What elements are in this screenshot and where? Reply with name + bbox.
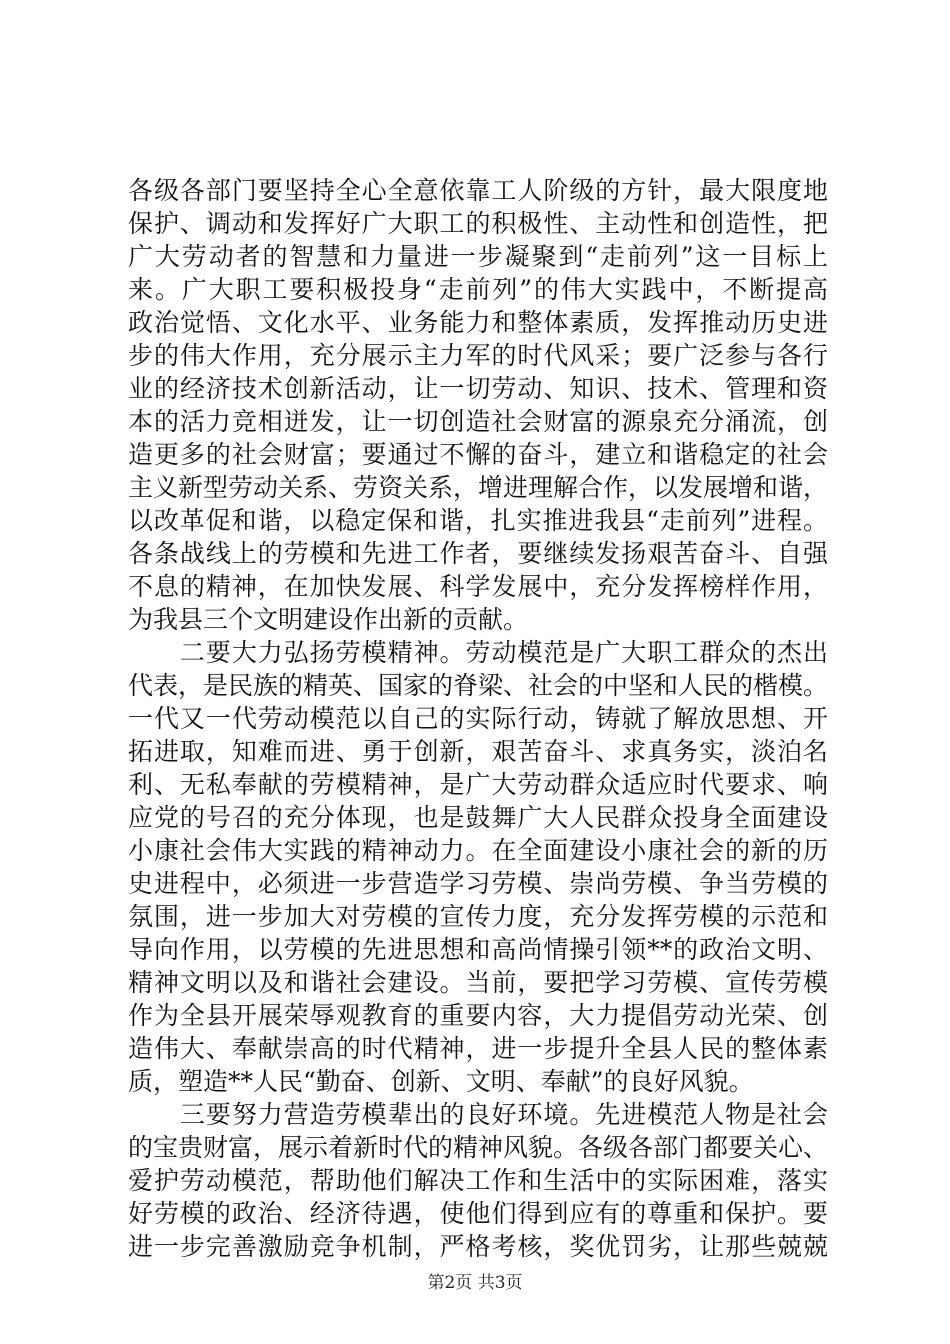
- text-line: 为我县三个文明建设作出新的贡献。: [128, 605, 529, 634]
- text-line: 质，塑造**人民“勤奋、创新、文明、奉献”的良好风貌。: [128, 1067, 754, 1096]
- page-number-label: 第2页 共3页: [427, 1273, 523, 1293]
- text-line: 保护、调动和发挥好广大职工的积极性、主动性和创造性，把: [128, 209, 828, 238]
- text-line: 拓进取，知难而进、勇于创新，艰苦奋斗、求真务实，淡泊名: [128, 737, 828, 766]
- page-footer: [0, 1268, 950, 1293]
- text-line: 精神文明以及和谐社会建设。当前，要把学习劳模、宣传劳模: [128, 968, 828, 997]
- text-line: 作为全县开展荣辱观教育的重要内容，大力提倡劳动光荣、创: [128, 1001, 828, 1030]
- text-line: 二要大力弘扬劳模精神。劳动模范是广大职工群众的杰出: [128, 638, 828, 667]
- text-line: 好劳模的政治、经济待遇，使他们得到应有的尊重和保护。要: [128, 1199, 828, 1228]
- text-line: 三要努力营造劳模辈出的良好环境。先进模范人物是社会: [128, 1100, 828, 1129]
- text-line: 不息的精神，在加快发展、科学发展中，充分发挥榜样作用，: [128, 572, 828, 601]
- text-line: 进一步完善激励竞争机制，严格考核，奖优罚劣，让那些兢兢: [128, 1232, 828, 1261]
- text-line: 来。广大职工要积极投身“走前列”的伟大实践中，不断提高: [128, 275, 828, 304]
- text-line: 本的活力竞相迸发，让一切创造社会财富的源泉充分涌流，创: [128, 407, 828, 436]
- text-line: 业的经济技术创新活动，让一切劳动、知识、技术、管理和资: [128, 374, 828, 403]
- text-line: 利、无私奉献的劳模精神，是广大劳动群众适应时代要求、响: [128, 770, 828, 799]
- text-line: 代表，是民族的精英、国家的脊梁、社会的中坚和人民的楷模。: [128, 671, 829, 700]
- text-line: 史进程中，必须进一步营造学习劳模、崇尚劳模、争当劳模的: [128, 869, 828, 898]
- text-line: 应党的号召的充分体现，也是鼓舞广大人民群众投身全面建设: [128, 803, 828, 832]
- text-line: 政治觉悟、文化水平、业务能力和整体素质，发挥推动历史进: [128, 308, 828, 337]
- text-line: 各条战线上的劳模和先进工作者，要继续发扬艰苦奋斗、自强: [128, 539, 828, 568]
- text-line: 步的伟大作用，充分展示主力军的时代风采；要广泛参与各行: [128, 341, 828, 370]
- text-line: 造伟大、奉献崇高的时代精神，进一步提升全县人民的整体素: [128, 1034, 828, 1063]
- text-line: 主义新型劳动关系、劳资关系，增进理解合作，以发展增和谐，: [128, 473, 829, 502]
- text-line: 导向作用，以劳模的先进思想和高尚情操引领**的政治文明、: [128, 935, 828, 964]
- text-line: 的宝贵财富，展示着新时代的精神风貌。各级各部门都要关心、: [128, 1133, 829, 1162]
- text-line: 广大劳动者的智慧和力量进一步凝聚到“走前列”这一目标上: [128, 242, 828, 271]
- text-line: 小康社会伟大实践的精神动力。在全面建设小康社会的新的历: [128, 836, 828, 865]
- text-line: 造更多的社会财富；要通过不懈的奋斗，建立和谐稳定的社会: [128, 440, 828, 469]
- document-body: [128, 174, 828, 1263]
- text-line: 氛围，进一步加大对劳模的宣传力度，充分发挥劳模的示范和: [128, 902, 828, 931]
- text-line: 各级各部门要坚持全心全意依靠工人阶级的方针，最大限度地: [128, 176, 828, 205]
- text-line: 爱护劳动模范，帮助他们解决工作和生活中的实际困难，落实: [128, 1166, 828, 1195]
- text-line: 一代又一代劳动模范以自己的实际行动，铸就了解放思想、开: [128, 704, 828, 733]
- text-line: 以改革促和谐，以稳定保和谐，扎实推进我县“走前列”进程。: [128, 506, 828, 535]
